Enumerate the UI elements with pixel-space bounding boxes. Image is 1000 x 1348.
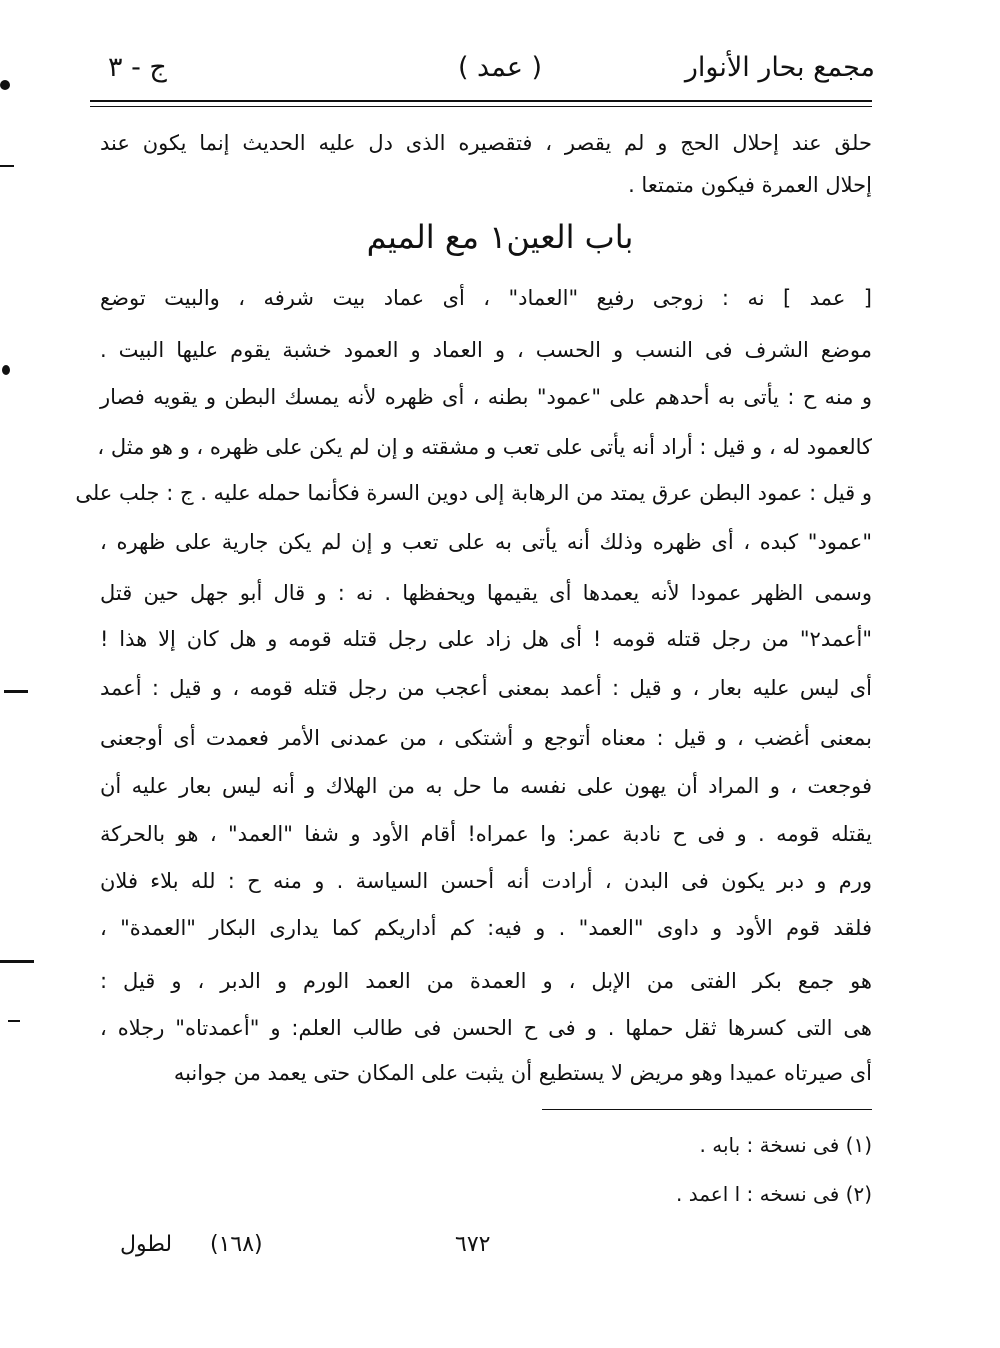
text-line: أى ليس عليه بعار ، و قيل : أعمد بمعنى أعجب من رجل قتله قومه ، و قيل : أعمد — [100, 676, 872, 700]
header-rule-thin — [90, 106, 872, 107]
volume-label: ج - ٣ — [108, 52, 167, 83]
margin-mark — [0, 960, 34, 963]
margin-mark — [0, 80, 10, 90]
text-line: فلقد قوم الأود و داوى "العمد" . و فيه: كم أداريكم كما يدارى البكار "العمدة" ، — [100, 916, 872, 940]
margin-mark — [0, 165, 14, 167]
text-line: "عمود" كبده ، أى ظهره وذلك أنه يأتى به على تعب و إن لم يكن جارية على ظهره ، — [100, 530, 872, 554]
margin-mark — [8, 1020, 20, 1022]
catchword: لطول — [120, 1232, 173, 1257]
text-line: موضع الشرف فى النسب و الحسب ، و العماد و العمود خشبة يقوم عليها البيت . — [100, 338, 872, 362]
footnote: (٢) فى نسخه : ا اعمد . — [676, 1182, 872, 1206]
text-line: كالعمود له ، و قيل : أراد أنه يأتى على تعب و مشقته و إن لم يكن على ظهره ، و هو مثل ، — [97, 435, 872, 459]
margin-mark — [4, 690, 28, 693]
text-line: و منه ح : يأتى به أحدهم على "عمود" بطنه ، أى ظهره لأنه يمسك البطن و يقويه فصار — [100, 385, 872, 409]
text-line: ورم و دبر يكون فى البدن ، أرادت أنه أحسن السياسة . و منه ح : لله بلاء فلان — [100, 869, 872, 893]
entry-heading: ( عمد ) — [457, 52, 543, 83]
footnote-rule — [542, 1109, 872, 1110]
text-line: فوجعت ، و المراد أن يهون على نفسه ما حل به من الهلاك و أنه ليس بعار عليه أن — [100, 774, 872, 798]
text-line: [ عمد ] نه : زوجى رفيع "العماد" ، أى عماد بيت شرفه ، والبيت توضع — [100, 286, 872, 310]
header-rule — [90, 100, 872, 102]
footnote: (١) فى نسخة : بابه . — [699, 1133, 872, 1157]
signature-code: (١٦٨) — [210, 1232, 263, 1257]
text-line: حلق عند إحلال الحج و لم يقصر ، فتقصيره الذى دل عليه الحديث إنما يكون عند — [100, 131, 872, 155]
text-line: إحلال العمرة فيكون متمتعا . — [628, 173, 872, 197]
text-line: "أعمد٢" من رجل قتله قومه ! أى هل زاد على رجل قتله قومه و هل كان إلا هذا ! — [100, 627, 872, 651]
text-line: بمعنى أغضب ، و قيل : معناه أتوجع و أشتكى ، من عمدنى الأمر فعمدت أى أوجعنى — [100, 726, 872, 750]
margin-mark — [2, 365, 10, 375]
text-line: هو جمع بكر الفتى من الإبل ، و العمدة من العمد الورم و الدبر ، و قيل : — [100, 969, 872, 993]
section-heading: باب العين١ مع الميم — [366, 218, 634, 256]
text-line: يقتله قومه . و فى ح نادبة عمر: وا عمراه! أقام الأود و شفا "العمد" ، هو بالحركة — [100, 822, 872, 846]
text-line: و قيل : عمود البطن عرق يمتد من الرهابة إلى دوين السرة فكأنما حمله عليه . ج : جلب على — [75, 481, 872, 505]
text-line: وسمى الظهر عمودا لأنه يعمدها أى يقيمها ويحفظها . نه : و قال أبو جهل حين قتل — [100, 581, 872, 605]
text-line: أى صيرتاه عميدا وهو مريض لا يستطيع أن يثبت على المكان حتى يعمد من جوانبه — [173, 1061, 872, 1085]
page-number: ٦٧٢ — [455, 1232, 491, 1257]
book-title: مجمع بحار الأنوار — [684, 52, 875, 83]
text-line: هى التى كسرها ثقل حملها . و فى ح الحسن فى طالب العلم: و "أعمدتاه" رجلاه ، — [100, 1016, 872, 1040]
